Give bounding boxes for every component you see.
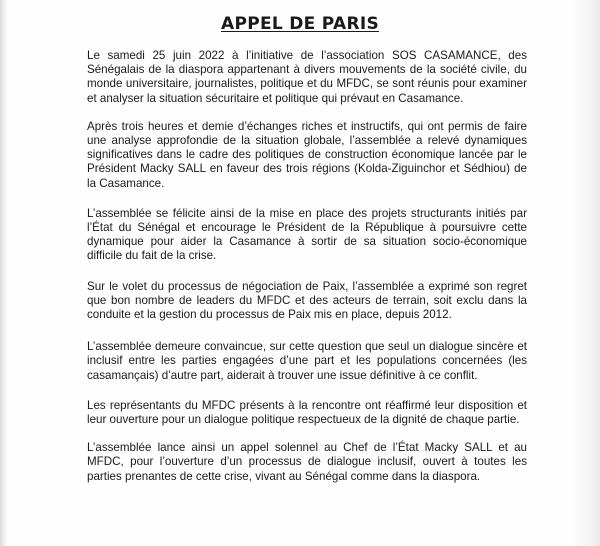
scan-shadow-left	[0, 0, 8, 546]
paragraph-dialogue-conviction: L’assemblée demeure convaincue, sur cette question que seul un dialogue sincère et inclusif entre les parties engagées d’une part et les populations concernées (les casamançais) d’autre part, aiderait à trouver une issue définitive à ce conflit.	[87, 340, 527, 382]
paragraph-analysis: Après trois heures et demie d’échanges riches et instructifs, qui ont permis de faire une analyse approfondie de la situation globale, l’assemblée a relevé dynamiques significatives dans le cadre des politiques de construction économique lancée par le Président Macky SALL en faveur des trois régions (Kolda-Ziguinchor et Sédhiou) de la Casamance.	[87, 119, 527, 190]
paragraph-meeting-intro: Le samedi 25 juin 2022 à l’initiative de l’association SOS CASAMANCE, des Sénégalais de la diaspora appartenant à divers mouvements de la société civile, du monde universitaire, journalistes, politique et du MFDC, se sont réunis pour examiner et analyser la situation sécuritaire et politique qui prévaut en Casamance.	[87, 49, 527, 105]
paragraph-solemn-appeal: L’assemblée lance ainsi un appel solennel au Chef de l’État Macky SALL et au MFDC, pour l’ouverture d’un processus de dialogue inclusif, ouvert à toutes les parties prenantes de cette crise, vivant au Sénégal comme dans la diaspora.	[87, 441, 527, 483]
paragraph-peace-process: Sur le volet du processus de négociation de Paix, l’assemblée a exprimé son regret que bon nombre de leaders du MFDC et des acteurs de terrain, soit exclu dans la conduite et la gestion du processus de Paix mis en place, depuis 2012.	[87, 279, 527, 322]
paragraph-mfdc-commitment: Les représentants du MFDC présents à la rencontre ont réaffirmé leur disposition et leur ouverture pour un dialogue politique respectueux de la dignité de chaque partie.	[87, 398, 527, 427]
document-title: APPEL DE PARIS	[221, 14, 379, 34]
document-body	[87, 49, 527, 501]
paragraph-structuring-projects: L’assemblée se félicite ainsi de la mise en place des projets structurants initiés par l’État du Sénégal et encourage le Président de la République à poursuivre cette dynamique pour aider la Casamance à sortir de sa situation socio-économique difficile du fait de la crise.	[87, 206, 527, 263]
scan-shadow-right	[570, 0, 600, 546]
